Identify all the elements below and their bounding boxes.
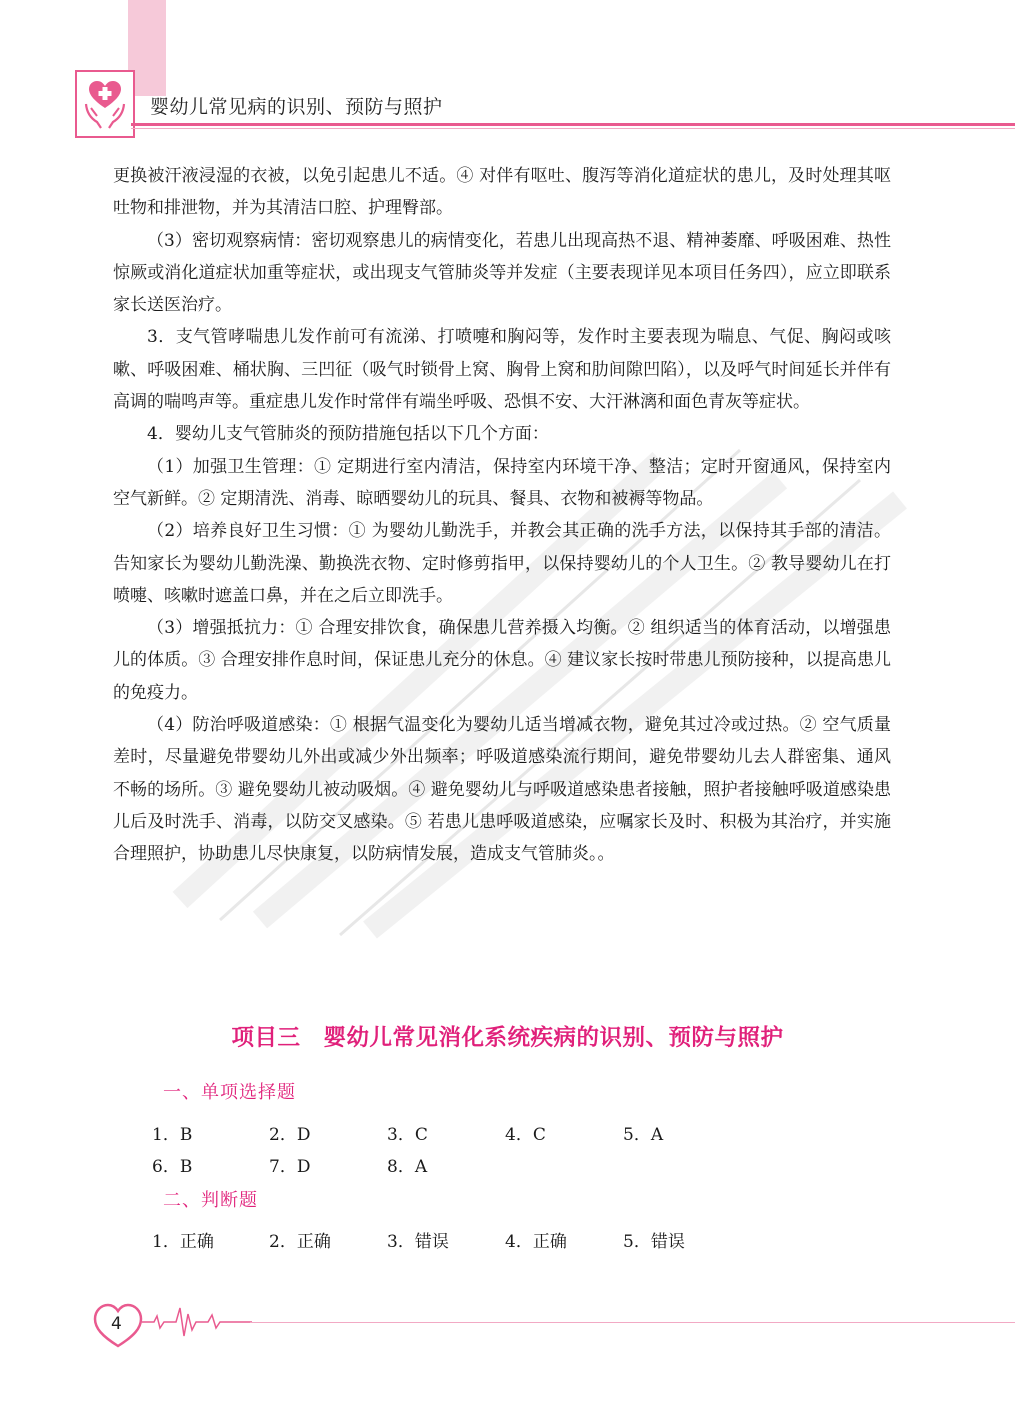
answer-item: 7．D	[269, 1157, 311, 1177]
running-header-title: 婴幼儿常见病的识别、预防与照护	[150, 96, 443, 118]
answer-item: 3．C	[387, 1125, 428, 1145]
answer-item: 5．错误	[623, 1232, 685, 1252]
paragraph: （2）培养良好卫生习惯：① 为婴幼儿勤洗手，并教会其正确的洗手方法，以保持其手部的清洁。告知家长为婴幼儿勤洗澡、勤换洗衣物、定时修剪指甲，以保持婴幼儿的个人卫生。② 教导婴幼儿在打喷嚏、咳嗽时遮盖口鼻，并在之后立即洗手。	[113, 521, 891, 606]
header-logo-box	[75, 70, 135, 138]
answer-item: 4．C	[505, 1125, 546, 1145]
heart-hands-icon	[83, 78, 127, 130]
paragraph: （3）增强抵抗力：① 合理安排饮食，确保患儿营养摄入均衡。② 组织适当的体育活动，以增强患儿的体质。③ 合理安排作息时间，保证患儿充分的休息。④ 建议家长按时带患儿预防接种，以提高患儿的免疫力。	[113, 618, 891, 703]
choice-heading: 一、单项选择题	[163, 1082, 296, 1103]
footer-rule	[250, 1322, 1015, 1323]
paragraph: 3．支气管哮喘患儿发作前可有流涕、打喷嚏和胸闷等，发作时主要表现为喘息、气促、胸闷或咳嗽、呼吸困难、桶状胸、三凹征（吸气时锁骨上窝、胸骨上窝和肋间隙凹陷），以及呼气时间延长并伴有高调的喘鸣声等。重症患儿发作时常伴有端坐呼吸、恐惧不安、大汗淋漓和面色青灰等症状。	[113, 327, 891, 413]
paragraph: （3）密切观察病情：密切观察患儿的病情变化，若患儿出现高热不退、精神萎靡、呼吸困难、热性惊厥或消化道症状加重等症状，或出现支气管肺炎等并发症（主要表现详见本项目任务四），应立即联系家长送医治疗。	[113, 230, 891, 316]
answer-item: 5．A	[623, 1125, 664, 1145]
judge-heading: 二、判断题	[163, 1190, 258, 1211]
answer-item: 2．D	[269, 1125, 311, 1145]
answer-item: 8．A	[387, 1157, 428, 1177]
section-title: 项目三 婴幼儿常见消化系统疾病的识别、预防与照护	[231, 1025, 784, 1051]
page-number: 4	[111, 1314, 122, 1334]
header-rule-thin	[131, 128, 1015, 129]
paragraph: 4．婴幼儿支气管肺炎的预防措施包括以下几个方面：	[147, 424, 549, 445]
body-text	[113, 160, 891, 871]
header-rule	[131, 123, 1015, 126]
answer-item: 1．正确	[152, 1232, 214, 1252]
answer-item: 4．正确	[505, 1232, 567, 1252]
answer-item: 2．正确	[269, 1232, 331, 1252]
paragraph: 更换被汗液浸湿的衣被，以免引起患儿不适。④ 对伴有呕吐、腹泻等消化道症状的患儿，及时处理其呕吐物和排泄物，并为其清洁口腔、护理臀部。	[113, 166, 891, 219]
answer-item: 3．错误	[387, 1232, 449, 1252]
heartbeat-line-icon	[142, 1308, 252, 1336]
answer-item: 6．B	[152, 1157, 193, 1177]
paragraph: （4）防治呼吸道感染：① 根据气温变化为婴幼儿适当增减衣物，避免其过冷或过热。② 空气质量差时，尽量避免带婴幼儿外出或减少外出频率；呼吸道感染流行期间，避免带婴幼儿去人群密集、通风不畅的场所。③ 避免婴幼儿被动吸烟。④ 避免婴幼儿与呼吸道感染患者接触，照护者接触呼吸道感染患儿后及时洗手、消毒，以防交叉感染。⑤ 若患儿患呼吸道感染，应嘱家长及时、积极为其治疗，并实施合理照护，协助患儿尽快康复，以防病情发展，造成支气管肺炎。。	[113, 715, 891, 865]
paragraph: （1）加强卫生管理：① 定期进行室内清洁，保持室内环境干净、整洁；定时开窗通风，保持室内空气新鲜。② 定期清洗、消毒、晾晒婴幼儿的玩具、餐具、衣物和被褥等物品。	[113, 456, 891, 509]
answer-item: 1．B	[152, 1125, 193, 1145]
